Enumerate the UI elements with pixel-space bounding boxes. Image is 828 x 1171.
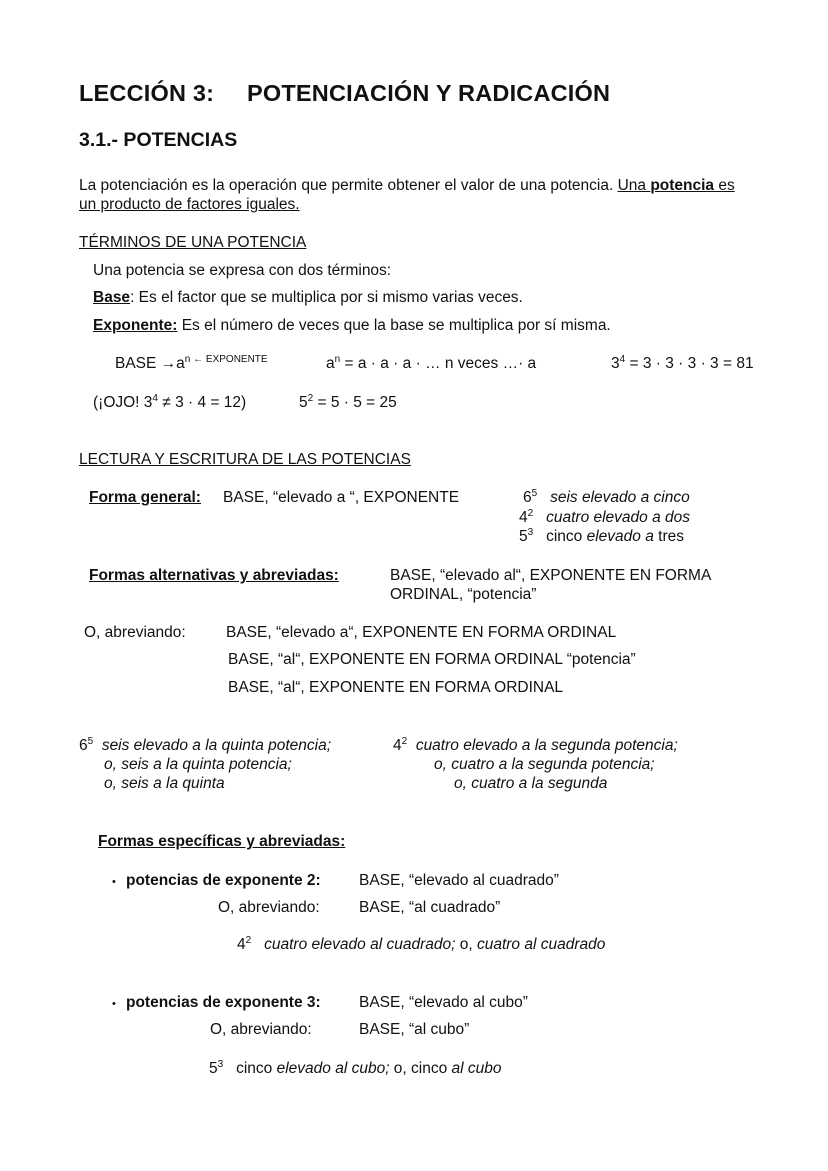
example-base: 3	[611, 355, 620, 372]
formula-product: = a · a · a · … n veces …· a	[340, 355, 537, 372]
formula-base-exponent	[115, 354, 268, 373]
specific-heading: Formas específicas y abreviadas:	[98, 833, 346, 850]
lesson-topic: POTENCIACIÓN Y RADICACIÓN	[247, 80, 611, 106]
exponent-text: Es el número de veces que la base se multiplica por sí misma.	[177, 317, 611, 334]
example-left-3: o, seis a la quinta	[104, 775, 225, 792]
example-right-3: o, cuatro a la segunda	[454, 775, 608, 792]
left-exp: 5	[87, 736, 94, 747]
general-form-label: Forma general:	[89, 489, 201, 506]
ex25-result: = 5 · 5 = 25	[313, 394, 397, 411]
abbr-form-3: BASE, “al“, EXPONENTE EN FORMA ORDINAL	[228, 679, 564, 696]
ex25-exp: 2	[307, 393, 314, 404]
g2-base: 4	[519, 509, 528, 526]
g3-text-b: elevado a	[586, 528, 654, 545]
sq-text-1: cuatro elevado al cuadrado;	[264, 936, 456, 953]
general-example-3	[519, 527, 684, 546]
abbr-form-1: BASE, “elevado a“, EXPONENTE EN FORMA ORDINAL	[226, 624, 617, 641]
intro-line-1	[79, 176, 735, 195]
square-example	[237, 935, 605, 954]
general-example-1	[523, 488, 690, 507]
intro-una: Una	[617, 177, 651, 194]
bullet-square: •	[112, 876, 116, 888]
cu-exp: 3	[217, 1059, 224, 1070]
lesson-number: LECCIÓN 3:	[79, 80, 215, 106]
g1-exp: 5	[531, 488, 538, 499]
general-form-text: BASE, “elevado a “, EXPONENTE	[223, 489, 460, 506]
formula-n: n	[334, 354, 341, 365]
g1-base: 6	[523, 489, 532, 506]
terms-expressed: Una potencia se expresa con dos términos:	[93, 262, 392, 279]
formula-a: a	[326, 355, 335, 372]
intro-underlined	[618, 177, 735, 194]
example-right-2: o, cuatro a la segunda potencia;	[434, 756, 655, 773]
sq-text-3: cuatro al cuadrado	[476, 936, 606, 953]
cube-abbr-label: O, abreviando:	[210, 1021, 312, 1038]
left-text-1: seis elevado a la quinta potencia;	[101, 737, 332, 754]
cu-base: 5	[209, 1060, 218, 1077]
example-left-1	[79, 736, 331, 755]
intro-text: La potenciación es la operación que permite obtener el valor de una potencia.	[79, 177, 618, 194]
g1-text: seis elevado a cinco	[550, 489, 690, 506]
cu-text-4: al cubo	[451, 1060, 502, 1077]
exponent-definition	[93, 316, 611, 335]
formula-example-81	[611, 354, 754, 373]
square-text: BASE, “elevado al cuadrado”	[359, 872, 559, 889]
formula-base: BASE →a	[115, 355, 185, 372]
ojo-note	[93, 393, 246, 412]
g2-exp: 2	[527, 508, 534, 519]
bullet-cube: •	[112, 998, 116, 1010]
square-label: potencias de exponente 2:	[126, 872, 321, 889]
right-base: 4	[393, 737, 402, 754]
alt-forms-line-1: BASE, “elevado al“, EXPONENTE EN FORMA	[390, 567, 712, 584]
abbr-label: O, abreviando:	[84, 624, 186, 641]
formula-exponent-label: n ← EXPONENTE	[184, 354, 268, 365]
cu-text-3: o, cinco	[389, 1060, 452, 1077]
cu-text-1: cinco	[236, 1060, 277, 1077]
cube-abbr-text: BASE, “al cubo”	[359, 1021, 470, 1038]
g3-base: 5	[519, 528, 528, 545]
ojo-a: (¡OJO! 3	[93, 394, 153, 411]
reading-heading: LECTURA Y ESCRITURA DE LAS POTENCIAS	[79, 451, 411, 468]
example-exp: 4	[619, 354, 626, 365]
cube-label: potencias de exponente 3:	[126, 994, 321, 1011]
terms-heading: TÉRMINOS DE UNA POTENCIA	[79, 234, 307, 251]
section-heading: 3.1.- POTENCIAS	[79, 129, 238, 151]
base-text: : Es el factor que se multiplica por si mismo varias veces.	[130, 289, 523, 306]
left-base: 6	[79, 737, 88, 754]
right-exp: 2	[401, 736, 408, 747]
example-25	[299, 393, 397, 412]
example-result: = 3 · 3 · 3 · 3 = 81	[625, 355, 754, 372]
ojo-sup: 4	[152, 393, 158, 404]
cube-text: BASE, “elevado al cubo”	[359, 994, 528, 1011]
base-label: Base	[93, 289, 131, 306]
cu-text-2: elevado al cubo;	[276, 1060, 390, 1077]
g3-text-c: tres	[653, 528, 684, 545]
alt-forms-line-2: ORDINAL, “potencia”	[390, 586, 537, 603]
sq-base: 4	[237, 936, 246, 953]
sq-exp: 2	[245, 935, 252, 946]
abbr-form-2: BASE, “al“, EXPONENTE EN FORMA ORDINAL “potencia”	[228, 651, 636, 668]
right-text-1: cuatro elevado a la segunda potencia;	[415, 737, 678, 754]
example-left-2: o, seis a la quinta potencia;	[104, 756, 292, 773]
intro-line-2: un producto de factores iguales.	[79, 196, 300, 213]
ojo-b: ≠ 3 · 4 = 12)	[157, 394, 247, 411]
alt-forms-label: Formas alternativas y abreviadas:	[89, 567, 339, 584]
square-abbr-text: BASE, “al cuadrado”	[359, 899, 501, 916]
general-example-2	[519, 508, 690, 527]
lesson-title	[79, 80, 214, 107]
base-definition	[93, 288, 523, 307]
example-right-1	[393, 736, 678, 755]
sq-text-2: o,	[455, 936, 477, 953]
intro-potencia: potencia	[650, 177, 715, 194]
g3-text-a: cinco	[546, 528, 587, 545]
exponent-label: Exponente:	[93, 317, 178, 334]
intro-es: es	[714, 177, 735, 194]
square-abbr-label: O, abreviando:	[218, 899, 320, 916]
g3-exp: 3	[527, 527, 534, 538]
formula-definition	[326, 354, 536, 373]
cube-example	[209, 1059, 502, 1078]
ex25-base: 5	[299, 394, 308, 411]
g2-text: cuatro elevado a dos	[546, 509, 691, 526]
